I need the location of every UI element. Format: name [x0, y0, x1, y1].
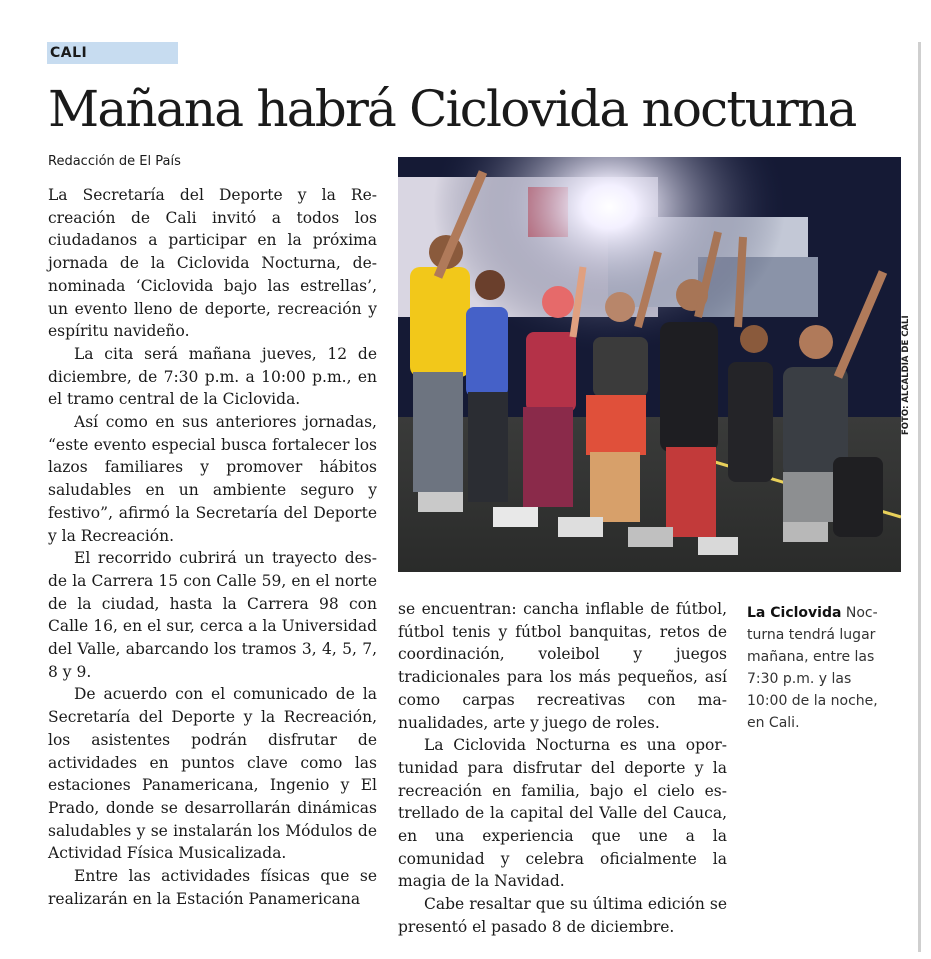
article-column-2: [398, 598, 727, 939]
caption-lead: La Ciclovida: [747, 605, 842, 621]
paragraph: se encuentran: cancha inflable de fútbol, fútbol tenis y fútbol banquitas, retos de coordinación, voleibol y juegos tradicionales para los más pequeños, así como carpas recreativas con manualidades, arte y juego de roles.: [398, 600, 727, 732]
caption-text: Noc- turna tendrá lugar mañana, entre las 7:30 p.m. y las 10:00 de la noche, en Cali.: [747, 605, 878, 731]
photo-caption: [747, 602, 907, 734]
photo-credit: FOTO: ALCALDÍA DE CALI: [901, 315, 911, 435]
paragraph: Cabe resaltar que su última edición se presentó el pasado 8 de diciembre.: [398, 895, 727, 936]
section-tag: CALI: [47, 42, 178, 64]
paragraph: De acuerdo con el comunicado de la Secretaría del Deporte y la Recreación, los asistentes podrán disfrutar de actividades en puntos clave como las estaciones Panamericana, Ingenio y El Prado, donde se desarrollarán dinámicas saludables y se instalarán los Módulos de Actividad Física Musicalizada.: [48, 685, 377, 863]
paragraph: La Secretaría del Deporte y la Recreación de Cali invitó a todos los ciudadanos a participar en la próxima jornada de la Ciclovida Nocturna, denominada ‘Ciclovida bajo las estrellas’, un evento lleno de deporte, recreación y espíritu navideño.: [48, 186, 377, 341]
article-photo: [398, 157, 901, 572]
right-border-rule: [918, 42, 921, 952]
paragraph: La cita será mañana jueves, 12 de diciembre, de 7:30 p.m. a 10:00 p.m., en el tramo central de la Ciclovida.: [48, 344, 377, 409]
article-column-1: [48, 184, 377, 911]
paragraph: El recorrido cubrirá un trayecto desde la Carrera 15 con Calle 59, en el norte de la ciudad, hasta la Carrera 98 con Calle 16, en el sur, cerca a la Universidad del Valle, abarcando los tramos 3, 4, 5, 7, 8 y 9.: [48, 549, 377, 681]
headline: Mañana habrá Ciclovida nocturna: [48, 80, 856, 138]
paragraph: La Ciclovida Nocturna es una oportunidad para disfrutar del deporte y la recreación en familia, bajo el cielo estrellado de la capital del Valle del Cauca, en una experiencia que une a la comunidad y celebra oficialmente la magia de la Navidad.: [398, 736, 727, 891]
skaters-group-photo: [398, 157, 901, 572]
byline: Redacción de El País: [48, 154, 181, 169]
paragraph: Entre las actividades físicas que se realizarán en la Estación Panamericana: [48, 867, 377, 908]
paragraph: Así como en sus anteriores jornadas, “este evento especial busca fortalecer los lazos familiares y promover hábitos saludables en un ambiente seguro y festivo”, afirmó la Secretaría del Deporte y la Recreación.: [48, 413, 377, 545]
